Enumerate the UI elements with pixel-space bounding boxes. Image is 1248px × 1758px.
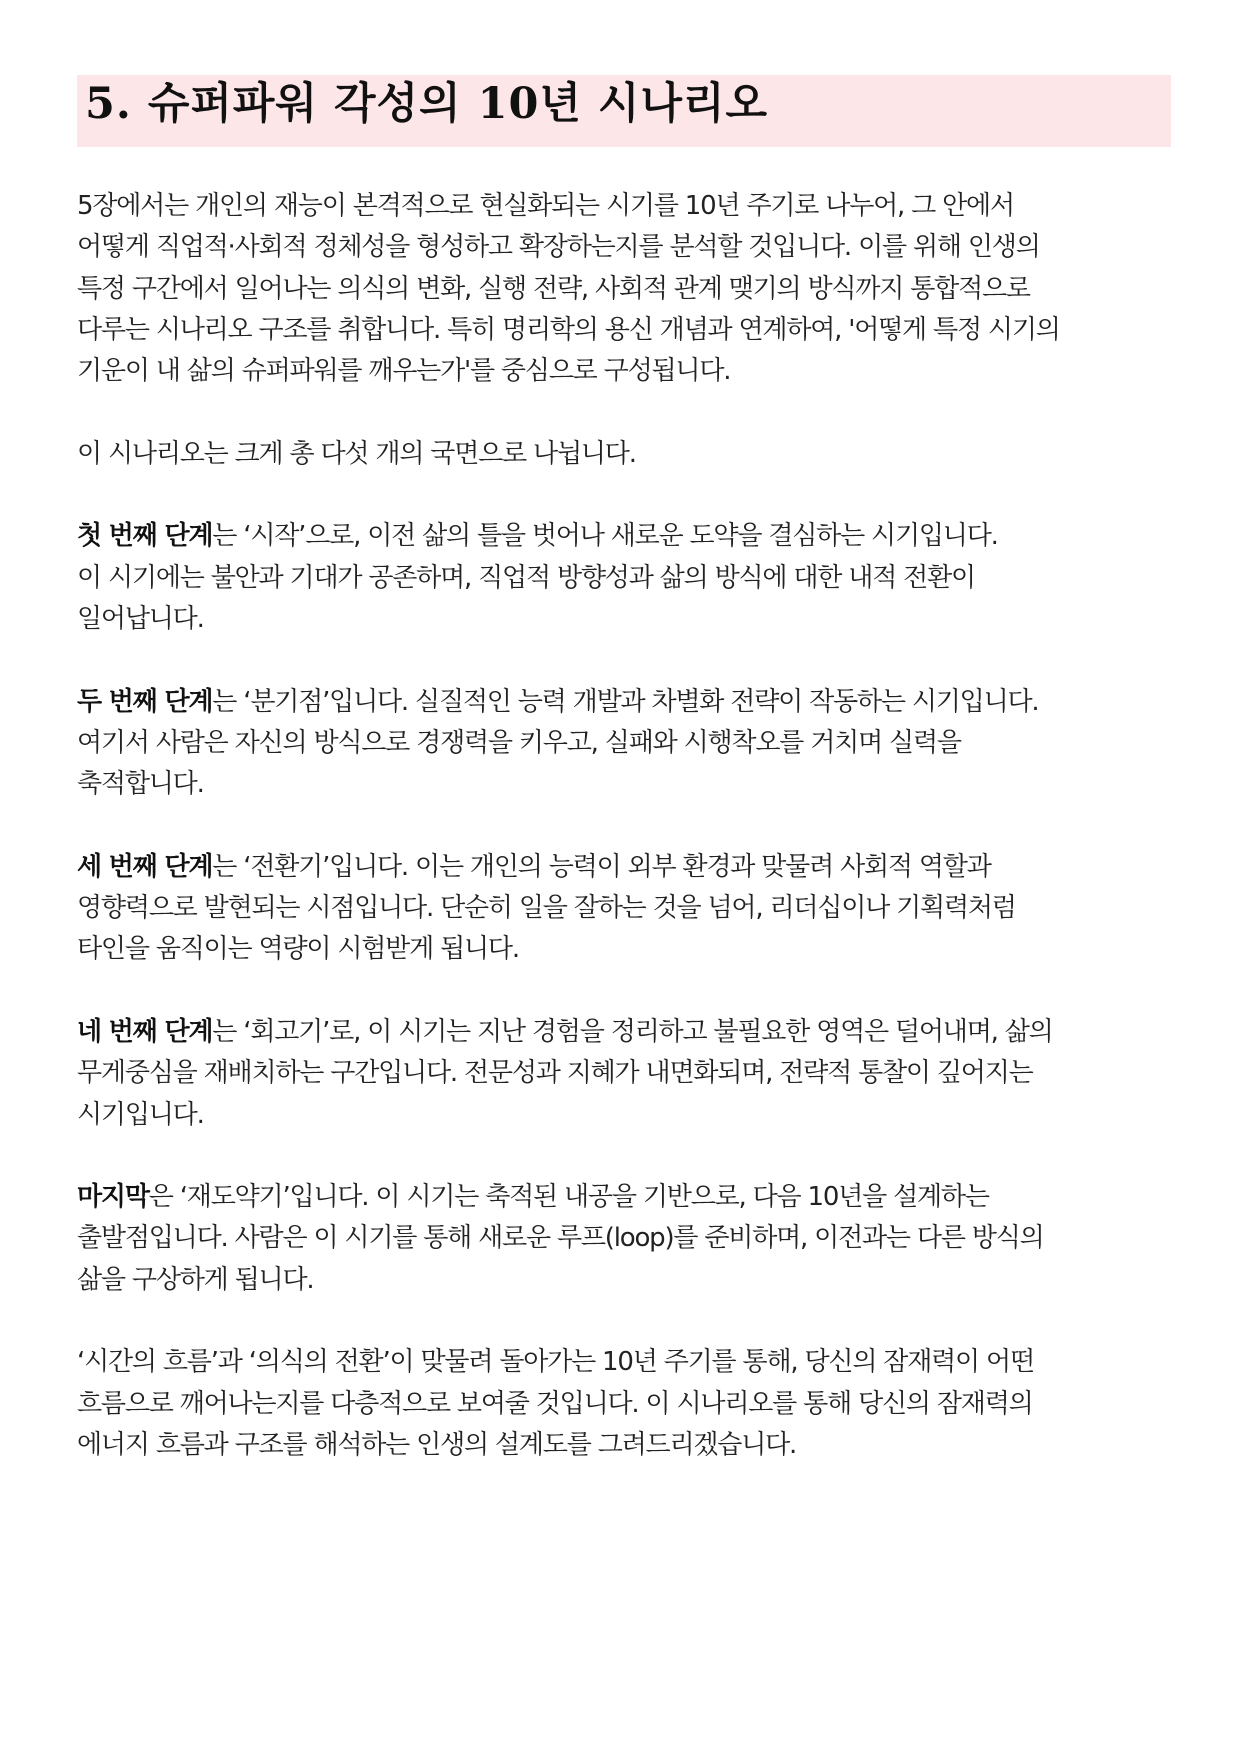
text-line — [77, 1177, 1177, 1218]
text-line — [77, 558, 1177, 599]
line-text: 타인을 움직이는 역량이 시험받게 됩니다. — [77, 934, 519, 965]
paragraph — [77, 516, 1177, 640]
paragraph — [77, 682, 1177, 806]
text-line — [77, 847, 1177, 888]
line-text: 이 시기에는 불안과 기대가 공존하며, 직업적 방향성과 삶의 방식에 대한 내적 전환이 — [77, 562, 975, 593]
line-text: 여기서 사람은 자신의 방식으로 경쟁력을 키우고, 실패와 시행착오를 거치며 실력을 — [77, 727, 961, 758]
stage-heading: 첫 번째 단계 — [77, 521, 213, 552]
paragraph — [77, 434, 1177, 475]
paragraph — [77, 186, 1177, 392]
line-text: 시기입니다. — [77, 1099, 204, 1130]
paragraph — [77, 1177, 1177, 1301]
text-line — [77, 310, 1177, 351]
text-line — [77, 888, 1177, 929]
text-line — [77, 599, 1177, 640]
page-title: 5. 슈퍼파워 각성의 10년 시나리오 — [85, 79, 769, 129]
text-line — [77, 1425, 1177, 1466]
document-body — [77, 186, 1177, 1466]
paragraph — [77, 1012, 1177, 1136]
line-text: 다루는 시나리오 구조를 취합니다. 특히 명리학의 용신 개념과 연계하여, '어떻게 특정 시기의 — [77, 314, 1060, 345]
text-line — [77, 1053, 1177, 1094]
text-line — [77, 516, 1177, 557]
line-text: 특정 구간에서 일어나는 의식의 변화, 실행 전략, 사회적 관계 맺기의 방식까지 통합적으로 — [77, 273, 1030, 304]
line-text: 흐름으로 깨어나는지를 다층적으로 보여줄 것입니다. 이 시나리오를 통해 당신의 잠재력의 — [77, 1388, 1033, 1419]
paragraph — [77, 1342, 1177, 1466]
text-line — [77, 929, 1177, 970]
stage-heading: 마지막 — [77, 1182, 149, 1213]
line-text: 는 ‘회고기’로, 이 시기는 지난 경험을 정리하고 불필요한 영역은 덜어내며, 삶의 — [212, 1016, 1053, 1047]
text-line — [77, 227, 1177, 268]
text-line — [77, 1342, 1177, 1383]
line-text: 에너지 흐름과 구조를 해석하는 인생의 설계도를 그려드리겠습니다. — [77, 1429, 797, 1460]
line-text: ‘시간의 흐름’과 ‘의식의 전환’이 맞물려 돌아가는 10년 주기를 통해, 당신의 잠재력이 어떤 — [77, 1347, 1034, 1378]
text-line — [77, 723, 1177, 764]
line-text: 일어납니다. — [77, 603, 204, 634]
line-text: 은 ‘재도약기’입니다. 이 시기는 축적된 내공을 기반으로, 다음 10년을 설계하는 — [148, 1182, 989, 1213]
stage-heading: 두 번째 단계 — [77, 686, 213, 717]
line-text: 이 시나리오는 크게 총 다섯 개의 국면으로 나뉩니다. — [77, 438, 636, 469]
text-line — [77, 434, 1177, 475]
text-line — [77, 1384, 1177, 1425]
text-line — [77, 269, 1177, 310]
line-text: 무게중심을 재배치하는 구간입니다. 전문성과 지혜가 내면화되며, 전략적 통찰이 깊어지는 — [77, 1058, 1033, 1089]
line-text: 는 ‘시작’으로, 이전 삶의 틀을 벗어나 새로운 도약을 결심하는 시기입니다. — [212, 521, 998, 552]
line-text: 어떻게 직업적·사회적 정체성을 형성하고 확장하는지를 분석할 것입니다. 이를 위해 인생의 — [77, 232, 1040, 263]
text-line — [77, 1218, 1177, 1259]
text-line — [77, 186, 1177, 227]
line-text: 축적합니다. — [77, 769, 204, 800]
text-line — [77, 1012, 1177, 1053]
line-text: 기운이 내 삶의 슈퍼파워를 깨우는가'를 중심으로 구성됩니다. — [77, 356, 731, 387]
stage-heading: 네 번째 단계 — [77, 1016, 213, 1047]
line-text: 출발점입니다. 사람은 이 시기를 통해 새로운 루프(loop)를 준비하며, 이전과는 다른 방식의 — [77, 1223, 1044, 1254]
text-line — [77, 764, 1177, 805]
line-text: 영향력으로 발현되는 시점입니다. 단순히 일을 잘하는 것을 넘어, 리더십이나 기획력처럼 — [77, 893, 1016, 924]
line-text: 5장에서는 개인의 재능이 본격적으로 현실화되는 시기를 10년 주기로 나누어, 그 안에서 — [77, 191, 1014, 221]
text-line — [77, 1095, 1177, 1136]
text-line — [77, 682, 1177, 723]
text-line — [77, 351, 1177, 392]
text-line — [77, 1260, 1177, 1301]
stage-heading: 세 번째 단계 — [77, 851, 213, 882]
line-text: 삶을 구상하게 됩니다. — [77, 1264, 314, 1295]
paragraph — [77, 847, 1177, 971]
line-text: 는 ‘분기점’입니다. 실질적인 능력 개발과 차별화 전략이 작동하는 시기입니다. — [212, 686, 1039, 717]
line-text: 는 ‘전환기’입니다. 이는 개인의 능력이 외부 환경과 맞물려 사회적 역할과 — [212, 851, 991, 882]
